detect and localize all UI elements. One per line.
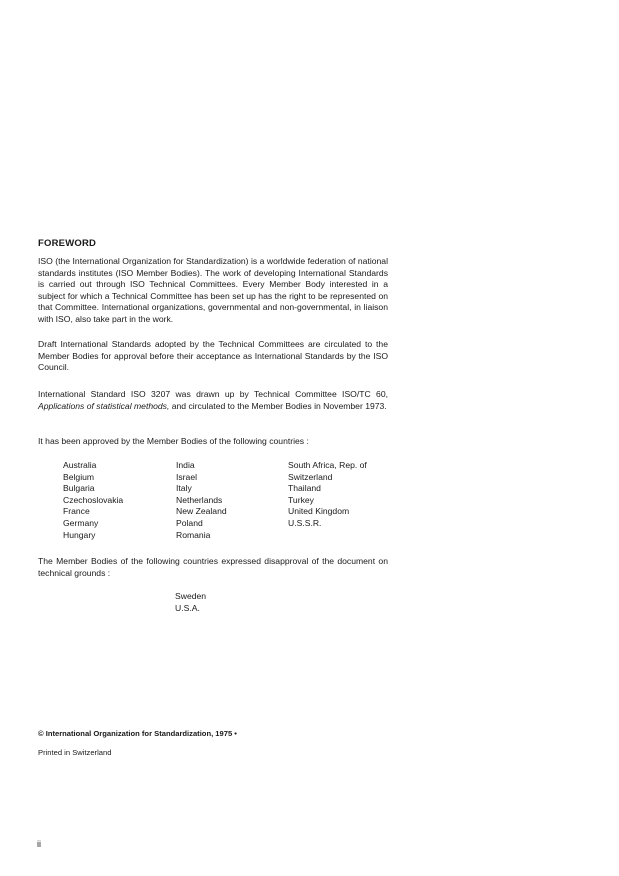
country-item: India [176, 460, 195, 470]
country-item: Romania [176, 529, 211, 540]
country-item: United Kingdom [288, 506, 350, 517]
country-item: Italy [176, 483, 192, 494]
country-item: U.S.A. [175, 602, 200, 613]
country-item: Australia [63, 460, 97, 470]
country-item: Czechoslovakia [63, 494, 124, 505]
foreword-paragraph-draft-standards: Draft International Standards adopted by the Technical Committees are circulated to the Member Bodies for approval before their acceptance as International Standards by the ISO Council. [38, 339, 388, 373]
copyright-notice: © International Organization for Standardization, 1975 • [38, 729, 237, 738]
country-item: Bulgaria [63, 483, 95, 494]
country-item: Belgium [63, 471, 95, 482]
country-item: Germany [63, 517, 99, 528]
foreword-heading: FOREWORD [38, 238, 97, 249]
country-item: Poland [176, 517, 203, 528]
country-item: Israel [176, 471, 198, 482]
approved-countries-column-1 [63, 460, 123, 541]
country-item: South Africa, Rep. of [288, 460, 367, 470]
foreword-paragraph-iso-3207 [38, 389, 388, 412]
country-item: Thailand [288, 483, 321, 494]
country-item: Switzerland [288, 471, 333, 482]
country-item: France [63, 506, 90, 517]
approved-countries-column-3 [288, 460, 367, 530]
disapproval-intro: The Member Bodies of the following countries expressed disapproval of the document on technical grounds : [38, 556, 388, 578]
approved-countries-column-2 [176, 460, 227, 541]
country-item: Sweden [175, 591, 207, 601]
paragraph3-before: International Standard ISO 3207 was drawn up by Technical Committee ISO/TC 60, [38, 389, 388, 399]
approval-intro: It has been approved by the Member Bodies of the following countries : [38, 436, 309, 446]
country-item: Netherlands [176, 494, 223, 505]
country-item: Turkey [288, 494, 314, 505]
disapproving-countries [175, 591, 206, 614]
country-item: New Zealand [176, 506, 227, 517]
paragraph3-title: Applications of statistical methods, [38, 400, 170, 411]
country-item: Hungary [63, 529, 96, 540]
paragraph3-after: and circulated to the Member Bodies in November 1973. [169, 400, 387, 411]
printed-notice: Printed in Switzerland [38, 748, 112, 757]
page-number: ii [37, 839, 41, 849]
country-item: U.S.S.R. [288, 517, 322, 528]
foreword-paragraph-iso-intro: ISO (the International Organization for Standardization) is a worldwide federation of national standards institutes (ISO Member Bodies). The work of developing International Standards is carried out through ISO Technical Committees. Every Member Body interested in a subject for which a Technical Committee has been set up has the right to be represented on that Committee. International organizations, governmental and non-governmental, in liaison with ISO, also take part in the work. [38, 256, 388, 324]
